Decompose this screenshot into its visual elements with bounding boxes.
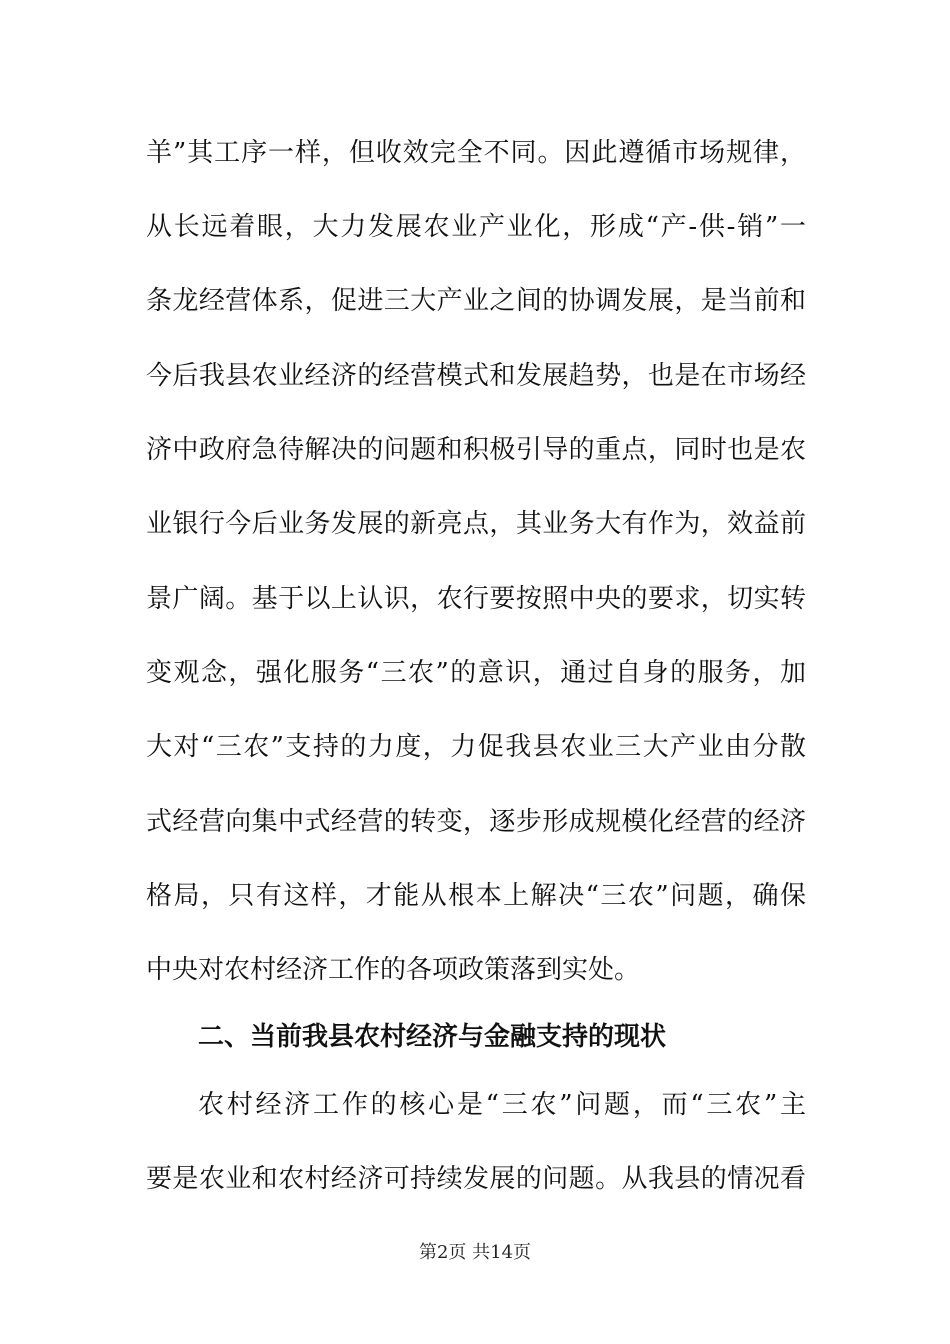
paragraph-line: 业银行今后业务发展的新亮点，其业务大有作为，效益前: [146, 509, 806, 539]
paragraph-line: 今后我县农业经济的经营模式和发展趋势，也是在市场经: [146, 361, 806, 391]
paragraph-line: 羊”其工序一样，但收效完全不同。因此遵循市场规律，: [146, 138, 806, 168]
paragraph-line: 变观念，强化服务“三农”的意识，通过自身的服务，加: [146, 658, 806, 688]
paragraph-line: 式经营向集中式经营的转变，逐步形成规模化经营的经济: [146, 807, 806, 837]
section-heading: 二、当前我县农村经济与金融支持的现状: [198, 1022, 667, 1052]
paragraph-line: 中央对农村经济工作的各项政策落到实处。: [146, 955, 641, 985]
paragraph-line: 农村经济工作的核心是“三农”问题，而“三农”主: [198, 1090, 806, 1120]
paragraph-line: 从长远着眼，大力发展农业产业化，形成“产-供-销”一: [146, 212, 806, 242]
paragraph-line: 条龙经营体系，促进三大产业之间的协调发展，是当前和: [146, 286, 806, 316]
paragraph-line: 济中政府急待解决的问题和积极引导的重点，同时也是农: [146, 435, 806, 465]
paragraph-line: 格局，只有这样，才能从根本上解决“三农”问题，确保: [146, 881, 806, 911]
paragraph-line: 要是农业和农村经济可持续发展的问题。从我县的情况看: [146, 1164, 806, 1194]
paragraph-line: 大对“三农”支持的力度，力促我县农业三大产业由分散: [146, 732, 806, 762]
page-number-footer: 第2页 共14页: [418, 1242, 532, 1263]
paragraph-line: 景广阔。基于以上认识，农行要按照中央的要求，切实转: [146, 584, 806, 614]
